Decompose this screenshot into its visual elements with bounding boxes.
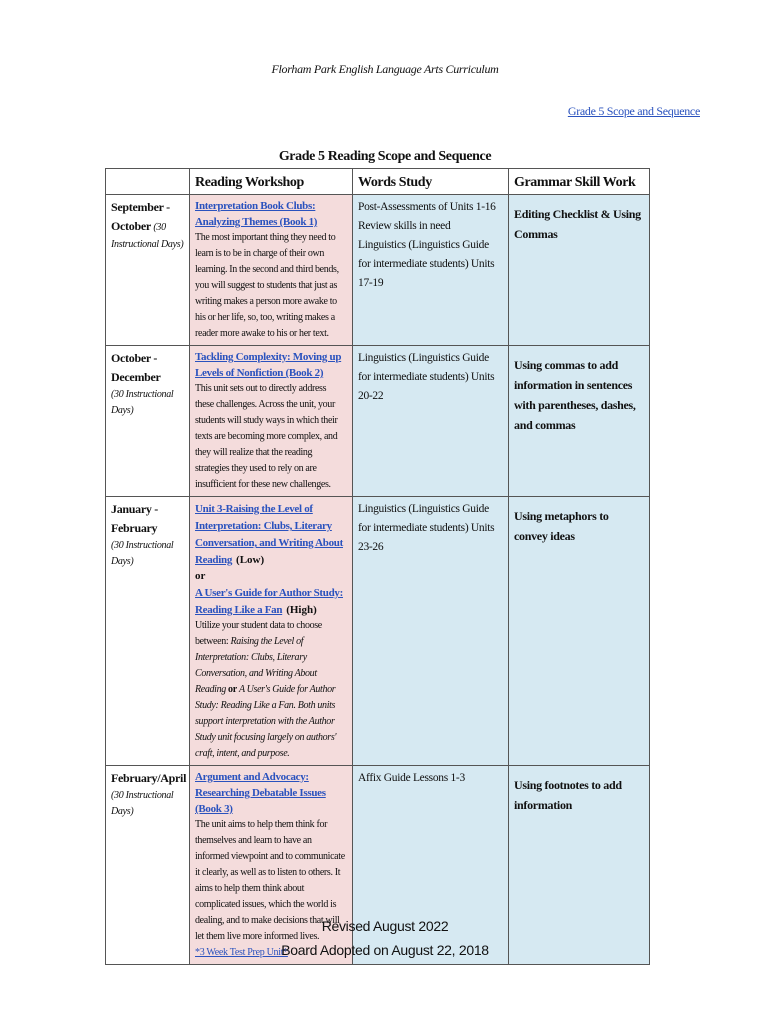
words-study-cell (353, 497, 509, 766)
unit-description: The most important thing they need to learn is to be in charge of their own learning. In the second and third bends, you will suggest to students that just as writing makes a person more awake to his or her life, so, too, writing makes a reader more awake to his or her text. (195, 232, 339, 339)
word-study-line: Post-Assessments of Units 1-16 (358, 201, 496, 213)
unit-description (195, 618, 347, 762)
word-study-line: Linguistics (Linguistics Guide for intermediate students) Units 20-22 (358, 352, 495, 402)
month-cell (106, 346, 190, 497)
grammar-cell (509, 346, 650, 497)
month-cell (106, 766, 190, 965)
grammar-cell (509, 497, 650, 766)
grammar-skill: Using commas to add information in sentences with parentheses, dashes, and commas (514, 358, 636, 432)
instructional-days: (30 Instructional Days) (111, 389, 174, 416)
unit-book-link[interactable]: (Book 3) (195, 803, 233, 815)
month-label: September - October (111, 200, 170, 233)
reading-workshop-cell (190, 766, 353, 965)
unit-link[interactable]: Tackling Complexity: Moving up Levels of Nonfiction (Book 2) (195, 351, 342, 379)
description-intro: Utilize your student data to choose between: (195, 620, 322, 647)
month-note: (30 (153, 222, 166, 233)
table-title: Grade 5 Reading Scope and Sequence (278, 149, 492, 164)
month-label: February/April (111, 771, 187, 785)
word-study-line: Linguistics (Linguistics Guide for intermediate students) Units 23-26 (358, 503, 495, 553)
column-header-words-study: Words Study (353, 169, 509, 195)
description-or: or (228, 684, 237, 695)
reading-workshop-cell (190, 346, 353, 497)
level-label: (Low) (236, 554, 265, 566)
revised-date: Revised August 2022 (321, 918, 449, 934)
scope-sequence-table (105, 168, 650, 965)
running-title: Florham Park English Language Arts Curriculum (271, 62, 499, 76)
scope-sequence-link[interactable]: Grade 5 Scope and Sequence (567, 104, 700, 118)
description-title: A User's Guide for Author Study: Reading Like a Fan. (195, 684, 336, 711)
table-row (106, 346, 650, 497)
instructional-days: (30 Instructional Days) (111, 540, 174, 567)
description-rest: Both units support interpretation with the Author Study unit focusing largely on authors' craft, intent, and purpose. (195, 700, 337, 759)
table-header-row (106, 169, 650, 195)
grammar-cell (509, 766, 650, 965)
words-study-cell (353, 346, 509, 497)
words-study-cell (353, 195, 509, 346)
column-header-month (106, 169, 190, 195)
grammar-skill: Using metaphors to convey ideas (514, 509, 609, 543)
word-study-line: Affix Guide Lessons 1-3 (358, 772, 465, 784)
grammar-cell (509, 195, 650, 346)
table-row (106, 766, 650, 965)
grammar-skill: Using footnotes to add information (514, 778, 622, 812)
description-title: Raising the Level of Interpretation: Clubs, Literary Conversation, and Writing About Reading (195, 636, 317, 695)
grammar-skill: Editing Checklist & Using Commas (514, 207, 641, 241)
instructional-days: Instructional Days) (111, 239, 184, 250)
table-row (106, 195, 650, 346)
reading-workshop-cell (190, 195, 353, 346)
board-adopted-date: Board Adopted on August 22, 2018 (281, 942, 489, 958)
instructional-days: (30 Instructional Days) (111, 790, 174, 817)
unit-link[interactable]: Unit 3-Raising the Level of Interpretation: Clubs, Literary Conversation, and Writing About Reading (195, 503, 343, 566)
test-prep-link[interactable]: *3 Week Test Prep Unit* (195, 947, 288, 958)
or-label: or (195, 570, 206, 582)
word-study-line: Linguistics (Linguistics Guide for intermediate students) Units 17-19 (358, 239, 495, 289)
month-cell (106, 195, 190, 346)
level-label: (High) (286, 604, 317, 616)
unit-link[interactable]: A User's Guide for Author Study: Reading Like a Fan (195, 587, 343, 616)
unit-link[interactable]: Interpretation Book Clubs: Analyzing Themes (Book 1) (195, 200, 318, 228)
reading-workshop-cell (190, 497, 353, 766)
month-label: January - February (111, 502, 158, 535)
table-row (106, 497, 650, 766)
unit-link[interactable]: Argument and Advocacy: Researching Debatable Issues (195, 771, 326, 799)
words-study-cell (353, 766, 509, 965)
unit-description: This unit sets out to directly address these challenges. Across the unit, your students will study ways in which their texts are becoming more complex, and they will realize that the reading strategies they used to rely on are insufficient for these new challenges. (195, 383, 338, 490)
column-header-reading-workshop: Reading Workshop (190, 169, 353, 195)
month-label: October - December (111, 351, 161, 384)
word-study-line: Review skills in need (358, 220, 451, 232)
unit-description: The unit aims to help them think for themselves and learn to have an informed viewpoint and to communicate it clearly, as well as to listen to others. It aims to help them think about complicated issues, which the world is dealing, and to make decisions that will let them live more informed lives. (195, 819, 345, 942)
month-cell (106, 497, 190, 766)
column-header-grammar: Grammar Skill Work (509, 169, 650, 195)
